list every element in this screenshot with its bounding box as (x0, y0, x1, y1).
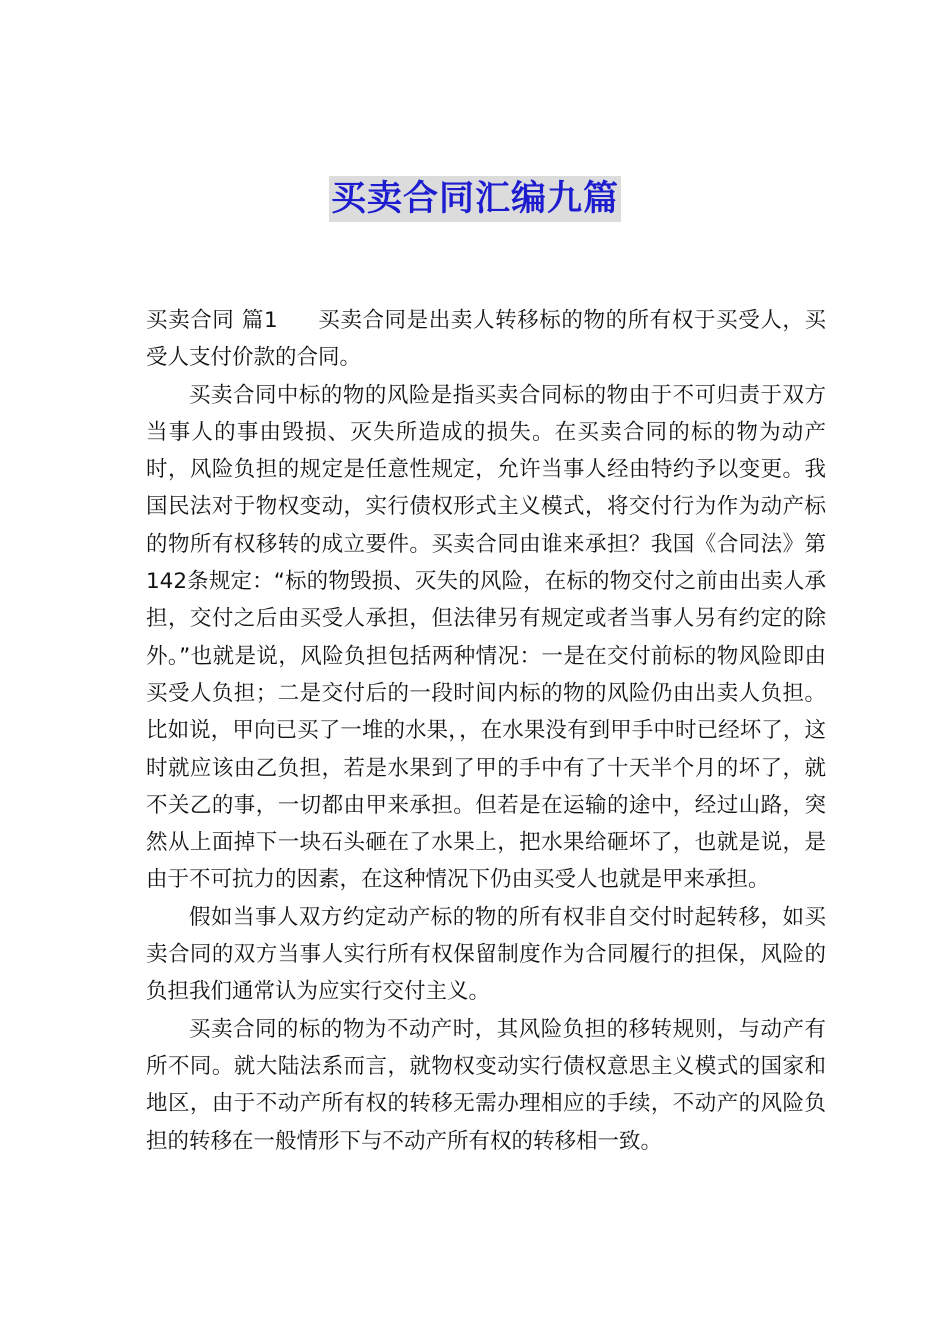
document-body (146, 302, 826, 1160)
title-container (0, 176, 950, 222)
paragraph-1 (146, 302, 826, 377)
paragraph-1-text: 买卖合同是出卖人转移标的物的所有权于买受人，买受人支付价款的合同。 (146, 308, 826, 371)
section-label: 买卖合同 篇1 (146, 308, 278, 333)
document-title: 买卖合同汇编九篇 (329, 176, 621, 222)
paragraph-2: 买卖合同中标的物的风险是指买卖合同标的物由于不可归责于双方当事人的事由毁损、灭失所造成的损失。在买卖合同的标的物为动产时，风险负担的规定是任意性规定，允许当事人经由特约予以变更。我国民法对于物权变动，实行债权形式主义模式，将交付行为作为动产标的物所有权移转的成立要件。买卖合同由谁来承担？我国《合同法》第142条规定：“标的物毁损、灭失的风险，在标的物交付之前由出卖人承担，交付之后由买受人承担，但法律另有规定或者当事人另有约定的除外。”也就是说，风险负担包括两种情况：一是在交付前标的物风险即由买受人负担；二是交付后的一段时间内标的物的风险仍由出卖人负担。比如说，甲向已买了一堆的水果，，在水果没有到甲手中时已经坏了，这时就应该由乙负担，若是水果到了甲的手中有了十天半个月的坏了，就不关乙的事，一切都由甲来承担。但若是在运输的途中，经过山路，突然从上面掉下一块石头砸在了水果上，把水果给砸坏了，也就是说，是由于不可抗力的因素，在这种情况下仍由买受人也就是甲来承担。 (146, 382, 826, 893)
paragraph-3: 假如当事人双方约定动产标的物的所有权非自交付时起转移，如买卖合同的双方当事人实行所有权保留制度作为合同履行的担保，风险的负担我们通常认为应实行交付主义。 (146, 904, 826, 1005)
paragraph-4: 买卖合同的标的物为不动产时，其风险负担的移转规则，与动产有所不同。就大陆法系而言，就物权变动实行债权意思主义模式的国家和地区，由于不动产所有权的转移无需办理相应的手续，不动产的风险负担的转移在一般情形下与不动产所有权的转移相一致。 (146, 1016, 826, 1154)
